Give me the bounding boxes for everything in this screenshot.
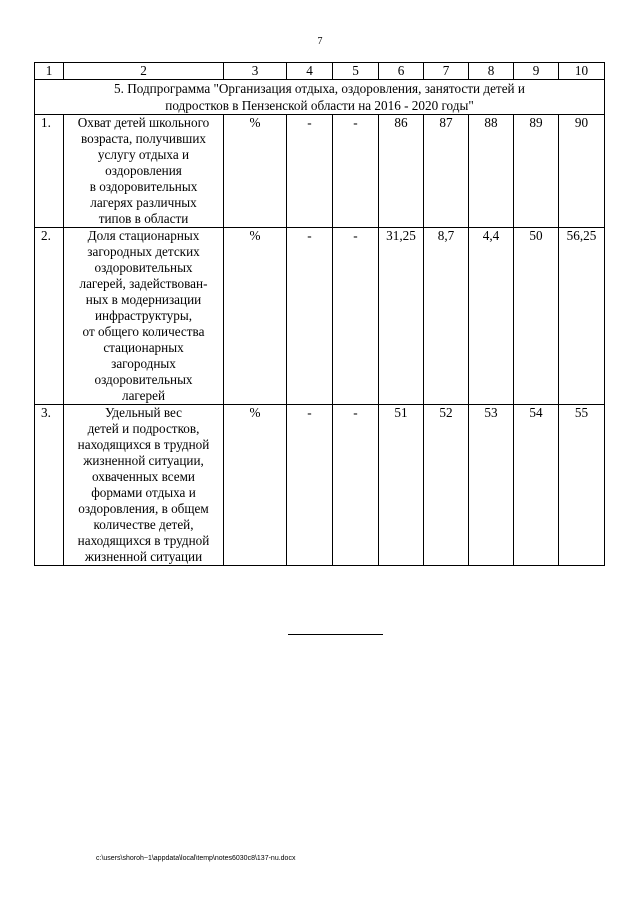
indicator-line: Удельный вес [104,405,183,420]
unit-cell: % [224,405,287,566]
indicator-name [64,228,224,405]
end-separator-line [288,634,383,635]
indicator-line: типов в области [98,211,189,226]
indicator-line: услугу отдыха и [97,147,190,162]
value-cell: - [287,228,333,405]
indicator-line: возраста, получивших [81,131,206,146]
value-cell: 31,25 [379,228,424,405]
row-number: 1. [35,115,64,228]
indicator-line: лагерей [121,388,166,403]
header-cell: 8 [469,63,514,80]
indicator-line: инфраструктуры, [94,308,193,323]
indicator-line: детей и подростков, [87,421,200,436]
table-row [35,405,605,566]
header-cell: 3 [224,63,287,80]
header-cell: 6 [379,63,424,80]
value-cell: - [287,115,333,228]
value-cell: 4,4 [469,228,514,405]
table-row [35,228,605,405]
value-cell: - [333,228,379,405]
row-number: 2. [35,228,64,405]
indicator-name [64,115,224,228]
value-cell: 55 [559,405,605,566]
value-cell: 90 [559,115,605,228]
indicator-line: жизненной ситуации, [83,453,204,468]
indicator-line: оздоровления, в общем [78,501,209,516]
header-cell: 9 [514,63,559,80]
section-title [35,80,605,115]
value-cell: 50 [514,228,559,405]
header-cell: 2 [64,63,224,80]
unit-cell: % [224,115,287,228]
value-cell: - [333,405,379,566]
indicator-name [64,405,224,566]
value-cell: 88 [469,115,514,228]
table-row [35,115,605,228]
page-number: 7 [317,36,323,47]
section-title-line: 5. Подпрограмма "Организация отдыха, оздоровления, занятости детей и [114,81,525,96]
indicator-line: стационарных [103,340,184,355]
indicator-line: лагерей, задействован- [79,276,208,291]
header-cell: 5 [333,63,379,80]
value-cell: 53 [469,405,514,566]
indicator-line: жизненной ситуации [84,549,203,564]
indicator-line: Доля стационарных [87,228,200,243]
value-cell: 56,25 [559,228,605,405]
section-row [35,80,605,115]
value-cell: 52 [424,405,469,566]
value-cell: 87 [424,115,469,228]
indicator-line: лагерях различных [90,195,197,210]
indicator-line: Охват детей школьного [77,115,210,130]
indicator-line: оздоровительных [94,260,193,275]
value-cell: - [287,405,333,566]
indicator-line: находящихся в трудной [77,437,210,452]
value-cell: - [333,115,379,228]
indicator-line: оздоровления [105,163,182,178]
indicator-line: находящихся в трудной [77,533,210,548]
header-cell: 1 [35,63,64,80]
indicator-line: охваченных всеми [91,469,195,484]
value-cell: 86 [379,115,424,228]
indicator-line: формами отдыха и [91,485,196,500]
row-number: 3. [35,405,64,566]
indicators-table [34,62,605,566]
indicator-line: загородных [111,356,176,371]
indicator-line: в оздоровительных [89,179,198,194]
indicator-line: количестве детей, [93,517,194,532]
indicator-line: от общего количества [82,324,205,339]
value-cell: 51 [379,405,424,566]
header-cell: 4 [287,63,333,80]
indicator-line: оздоровительных [94,372,193,387]
header-cell: 10 [559,63,605,80]
value-cell: 89 [514,115,559,228]
section-title-line: подростков в Пензенской области на 2016 - 2020 годы" [165,98,474,113]
unit-cell: % [224,228,287,405]
value-cell: 8,7 [424,228,469,405]
value-cell: 54 [514,405,559,566]
indicator-line: загородных детских [87,244,200,259]
indicator-line: ных в модернизации [85,292,202,307]
footer-file-path: c:\users\shoroh~1\appdata\local\temp\notes6030c8\137-nu.docx [96,855,296,862]
header-row [35,63,605,80]
header-cell: 7 [424,63,469,80]
